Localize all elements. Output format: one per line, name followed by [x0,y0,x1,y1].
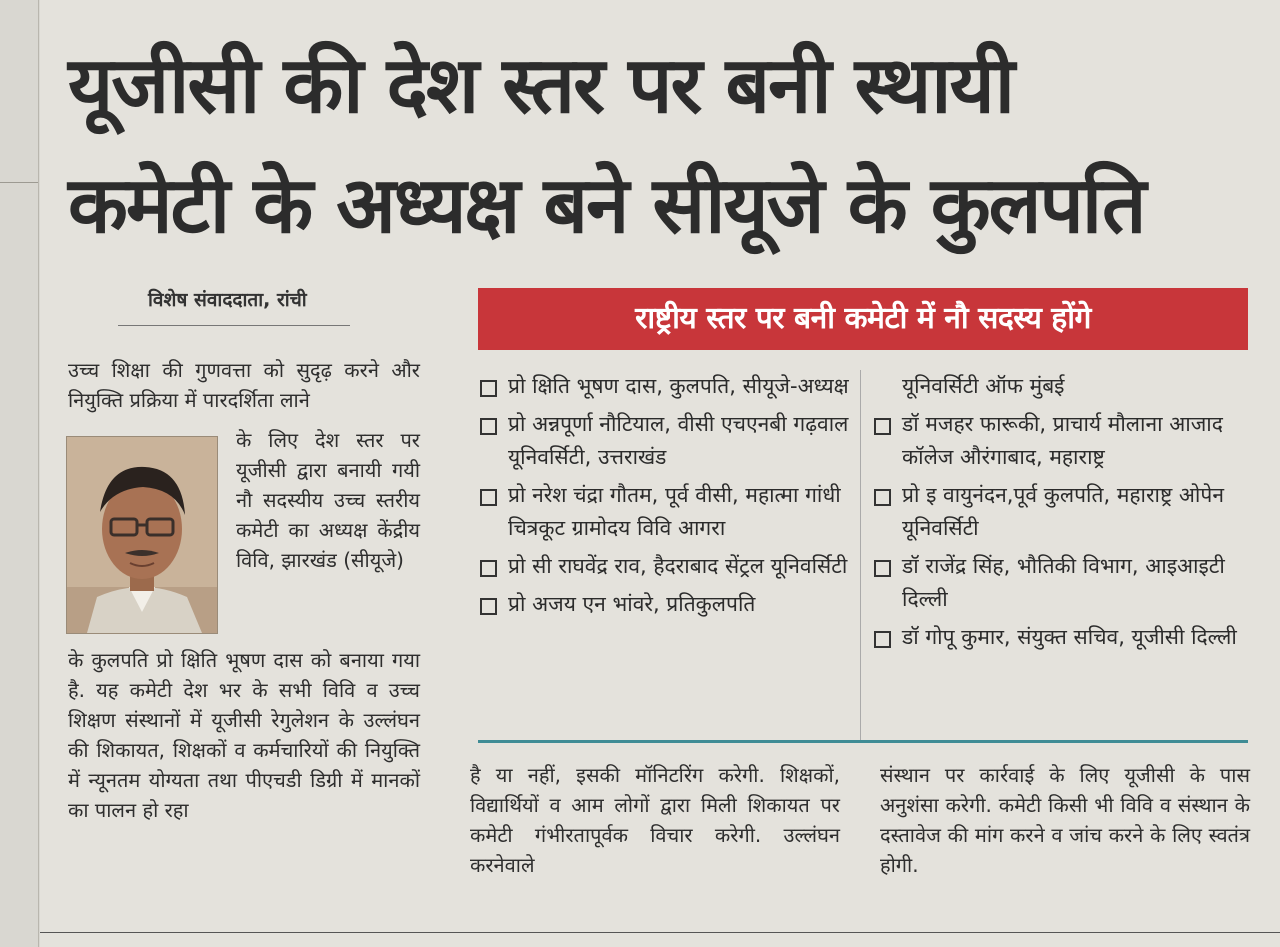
member-text: प्रो इ वायुनंदन,पूर्व कुलपति, महाराष्ट्र ओपेन यूनिवर्सिटी [902,483,1224,540]
checkbox-bullet-icon [480,560,497,577]
intro-text-beside-photo: के लिए देश स्तर पर यूजीसी द्वारा बनायी गयी नौ सदस्यीय उच्च स्तरीय कमेटी का अध्यक्ष केंद्रीय विवि, झारखंड (सीयूजे) [236,428,420,572]
member-item [872,550,1252,616]
member-item [872,479,1252,545]
continuation-text-right: संस्थान पर कार्रवाई के लिए यूजीसी के पास अनुशंसा करेगी. कमेटी किसी भी विवि व संस्थान के दस्तावेज की मांग करने व जांच करने के लिए स्वतंत्र होगी. [880,763,1250,877]
member-text: प्रो अन्नपूर्णा नौटियाल, वीसी एचएनबी गढ़वाल यूनिवर्सिटी, उत्तराखंड [508,412,849,469]
headline-line-2: कमेटी के अध्यक्ष बने सीयूजे के कुलपति [68,161,1145,251]
checkbox-bullet-icon [480,380,497,397]
checkbox-bullet-icon [874,489,891,506]
member-item [478,550,850,583]
page-bottom-rule [40,932,1280,933]
member-text: डॉ गोपू कुमार, संयुक्त सचिव, यूजीसी दिल्ली [902,625,1237,649]
member-text: प्रो अजय एन भांवरे, प्रतिकुलपति [508,592,756,616]
checkbox-bullet-icon [480,598,497,615]
checkbox-bullet-icon [874,631,891,648]
checkbox-bullet-icon [874,560,891,577]
member-text: यूनिवर्सिटी ऑफ मुंबई [902,374,1065,398]
checkbox-bullet-icon [480,418,497,435]
column-rule-left-horizontal [0,182,38,183]
member-item [478,588,850,621]
portrait-photo [66,436,218,634]
section-divider-rule [478,740,1248,743]
member-item-continued [872,370,1252,403]
members-list-right [872,370,1252,659]
headline-line-1: यूजीसी की देश स्तर पर बनी स्थायी [68,41,1013,131]
member-item [872,621,1252,654]
intro-text-bottom: के कुलपति प्रो क्षिति भूषण दास को बनाया गया है. यह कमेटी देश भर के सभी विवि व उच्च शिक्षण संस्थानों में यूजीसी रेगुलेशन के उल्लंघन की शिकायत, शिक्षकों व कर्मचारियों की नियुक्ति में न्यूनतम योग्यता तथा पीएचडी डिग्री में मानकों का पालन हो रहा [68,648,420,822]
byline: विशेष संवाददाता, रांची [148,289,307,311]
paper-edge [0,0,40,947]
intro-text-top: उच्च शिक्षा की गुणवत्ता को सुदृढ़ करने और नियुक्ति प्रक्रिया में पारदर्शिता लाने [68,358,420,412]
member-item [478,408,850,474]
portrait-image [67,437,217,633]
member-text: डॉ मजहर फारूकी, प्राचार्य मौलाना आजाद कॉलेज औरंगाबाद, महाराष्ट्र [902,412,1223,469]
members-column-divider [860,370,861,742]
member-text: प्रो क्षिति भूषण दास, कुलपति, सीयूजे-अध्यक्ष [508,374,849,398]
checkbox-bullet-icon [480,489,497,506]
member-text: प्रो नरेश चंद्रा गौतम, पूर्व वीसी, महात्मा गांधी चित्रकूट ग्रामोदय विवि आगरा [508,483,841,540]
member-item [478,370,850,403]
members-list-left [478,370,850,626]
checkbox-bullet-icon [874,418,891,435]
continuation-text-middle: है या नहीं, इसकी मॉनिटरिंग करेगी. शिक्षकों, विद्यार्थियों व आम लोगों द्वारा मिली शिकायत पर कमेटी गंभीरतापूर्वक विचार करेगी. उल्लंघन करनेवाले [470,763,840,877]
column-rule-left [38,0,39,947]
member-item [478,479,850,545]
member-text: डॉ राजेंद्र सिंह, भौतिकी विभाग, आइआइटी दिल्ली [902,554,1225,611]
members-banner: राष्ट्रीय स्तर पर बनी कमेटी में नौ सदस्य होंगे [478,288,1248,350]
member-text: प्रो सी राघवेंद्र राव, हैदराबाद सेंट्रल यूनिवर्सिटी [508,554,848,578]
member-item [872,408,1252,474]
byline-rule [118,325,350,326]
